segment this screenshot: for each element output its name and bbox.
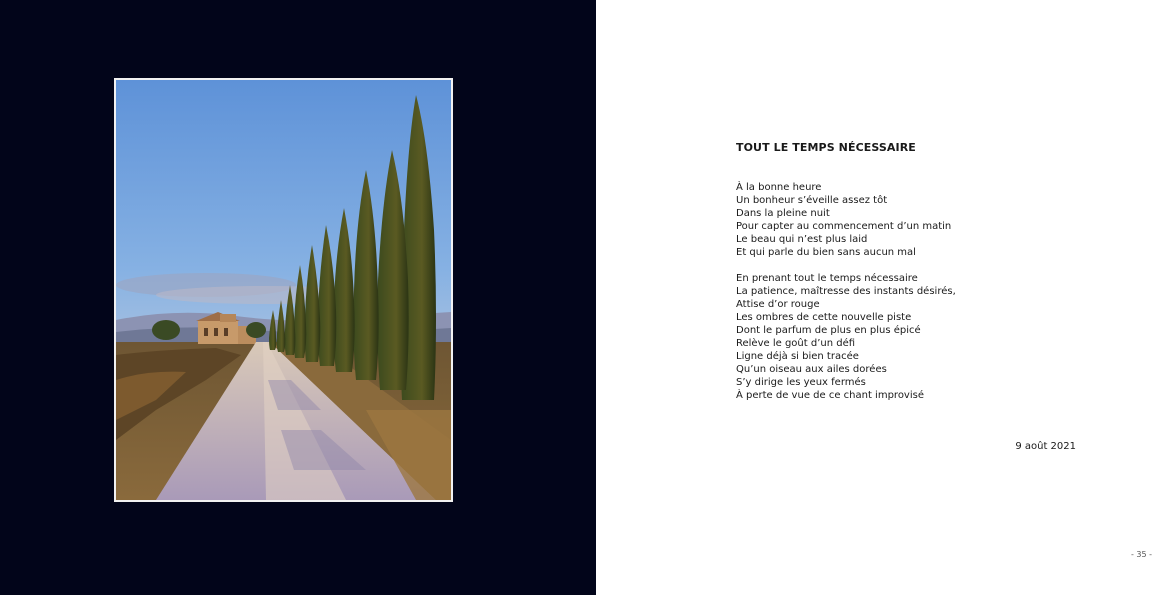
poem-stanza-2 xyxy=(736,272,956,402)
poem-line: La patience, maîtresse des instants désirés, xyxy=(736,286,956,297)
poem-line: À perte de vue de ce chant improvisé xyxy=(736,390,924,401)
poem-line: Attise d’or rouge xyxy=(736,299,820,310)
poem-line: Dont le parfum de plus en plus épicé xyxy=(736,325,921,336)
poem-date: 9 août 2021 xyxy=(1015,441,1076,452)
poem-line: À la bonne heure xyxy=(736,182,822,193)
poem-line: Le beau qui n’est plus laid xyxy=(736,234,868,245)
poem-line: Pour capter au commencement d’un matin xyxy=(736,221,952,232)
poem-line: Et qui parle du bien sans aucun mal xyxy=(736,247,916,258)
poem-line: Les ombres de cette nouvelle piste xyxy=(736,312,912,323)
cypress-road-photograph xyxy=(116,80,451,500)
poem-line: Qu’un oiseau aux ailes dorées xyxy=(736,364,887,375)
poem-line: Dans la pleine nuit xyxy=(736,208,830,219)
page-number: - 35 - xyxy=(1130,550,1152,559)
poem-title: TOUT LE TEMPS NÉCESSAIRE xyxy=(736,141,916,154)
poem-line: En prenant tout le temps nécessaire xyxy=(736,273,918,284)
poem-line: Ligne déjà si bien tracée xyxy=(736,351,859,362)
poem-line: Un bonheur s’éveille assez tôt xyxy=(736,195,888,206)
poem-stanza-1 xyxy=(736,181,951,259)
poem-line: Relève le goût d’un défi xyxy=(736,338,856,349)
photograph-frame xyxy=(114,78,453,502)
poem-line: S’y dirige les yeux fermés xyxy=(736,377,866,388)
right-page xyxy=(596,0,1162,595)
